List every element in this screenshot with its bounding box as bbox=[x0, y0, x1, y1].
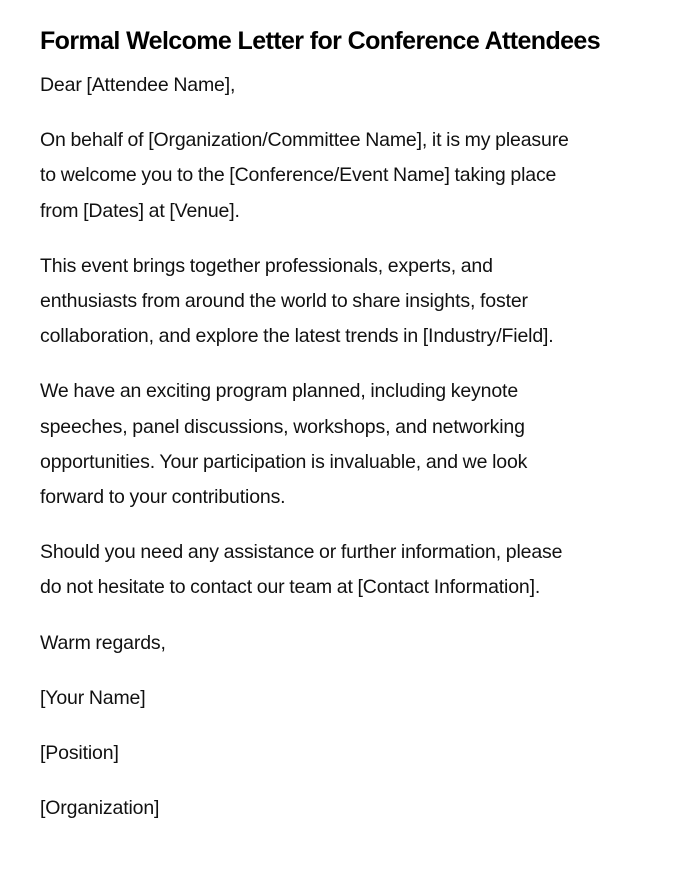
closing bbox=[40, 626, 660, 661]
paragraph-line: Should you need any assistance or further information, please bbox=[40, 541, 563, 564]
signature-organization-text: [Organization] bbox=[40, 797, 160, 820]
signature-name-text: [Your Name] bbox=[40, 686, 146, 709]
paragraph-line: We have an exciting program planned, including keynote bbox=[40, 380, 519, 403]
paragraph-line: On behalf of [Organization/Committee Name], it is my pleasure bbox=[40, 129, 569, 152]
paragraph-line: from [Dates] at [Venue]. bbox=[40, 199, 240, 222]
paragraph-line: enthusiasts from around the world to share insights, foster bbox=[40, 290, 528, 313]
paragraph-welcome bbox=[40, 123, 660, 229]
paragraph-program bbox=[40, 374, 660, 515]
salutation-text: Dear [Attendee Name], bbox=[40, 74, 236, 96]
closing-text: Warm regards, bbox=[40, 631, 166, 654]
signature-name bbox=[40, 681, 660, 716]
paragraph-contact bbox=[40, 535, 660, 605]
paragraph-line: to welcome you to the [Conference/Event Name] taking place bbox=[40, 164, 557, 187]
salutation bbox=[40, 68, 660, 103]
signature-position bbox=[40, 736, 660, 771]
paragraph-event-overview bbox=[40, 249, 660, 355]
paragraph-line: opportunities. Your participation is invaluable, and we look bbox=[40, 450, 528, 473]
signature-organization bbox=[40, 791, 660, 826]
document-title: Formal Welcome Letter for Conference Attendees bbox=[40, 27, 601, 55]
signature-position-text: [Position] bbox=[40, 742, 119, 765]
paragraph-line: speeches, panel discussions, workshops, and networking bbox=[40, 415, 525, 438]
paragraph-line: collaboration, and explore the latest trends in [Industry/Field]. bbox=[40, 325, 554, 348]
paragraph-line: This event brings together professionals, experts, and bbox=[40, 254, 493, 277]
paragraph-line: do not hesitate to contact our team at [Contact Information]. bbox=[40, 576, 541, 599]
paragraph-line: forward to your contributions. bbox=[40, 486, 286, 509]
